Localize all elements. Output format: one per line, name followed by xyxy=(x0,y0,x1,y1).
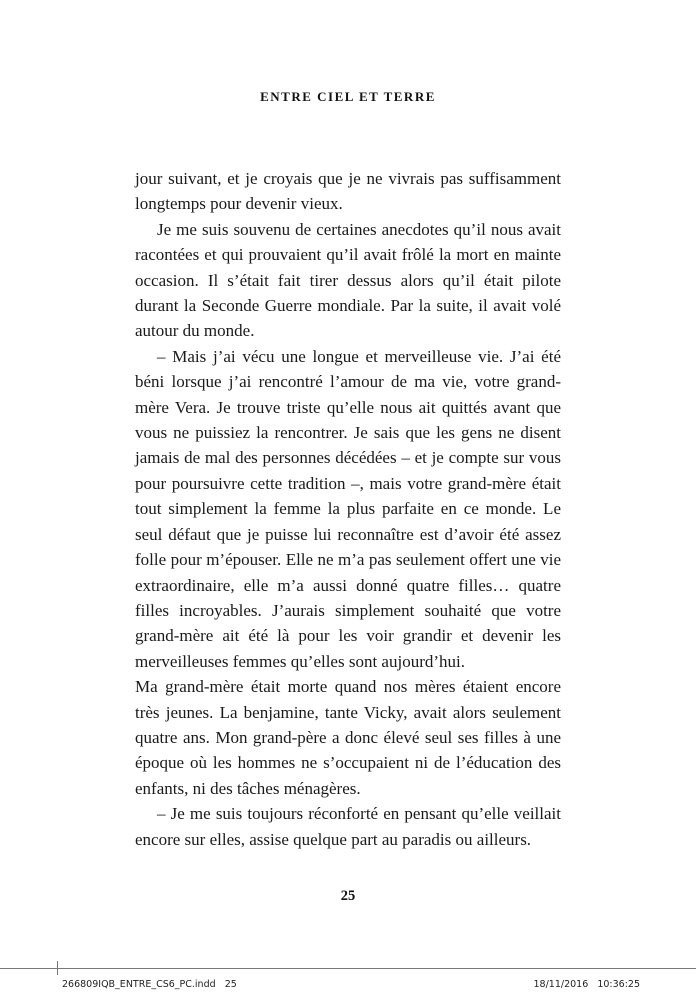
page-number: 25 xyxy=(340,888,356,904)
body-paragraph: Ma grand-mère était morte quand nos mères étaient encore très jeunes. La benjamine, tante Vicky, avait alors seulement quatre ans. Mon grand-père a donc élevé seul ses filles à une époque où les hommes ne s’occupaient ni de l’éducation des enfants, ni des tâches ménagères. xyxy=(135,677,561,798)
body-paragraph: Je me suis souvenu de certaines anecdotes qu’il nous avait racontées et qui prouvaient qu’il avait frôlé la mort en mainte occasion. Il s’était fait tirer dessus alors qu’il était pilote durant la Seconde Guerre mondiale. Par la suite, il avait volé autour du monde. xyxy=(135,219,561,341)
body-text-block xyxy=(135,166,561,852)
body-paragraph: – Mais j’ai vécu une longue et merveilleuse vie. J’ai été béni lorsque j’ai rencontré l’amour de ma vie, votre grand-mère Vera. Je trouve triste qu’elle nous ait quittés avant que vous ne puissiez la rencontrer. Je sais que les gens ne disent jamais de mal des personnes décédées – et je compte sur vous pour poursuivre cette tradition –, mais votre grand-mère était tout simplement la femme la plus parfaite en ce monde. Le seul défaut que je puisse lui reconnaître est d’avoir été assez folle pour m’épouser. Elle ne m’a pas seulement offert une vie extraordinaire, elle m’a aussi donné quatre filles… quatre filles incroyables. J’aurais simplement souhaité que votre grand-mère ait été là pour les voir grandir et devenir les merveilleuses femmes qu’elles sont aujourd’hui. xyxy=(135,346,561,671)
slug-line xyxy=(62,979,640,990)
crop-mark xyxy=(57,961,58,975)
print-timestamp: 18/11/2016 10:36:25 xyxy=(533,979,640,990)
footer-rule xyxy=(0,968,696,969)
document-file-name: 266809IQB_ENTRE_CS6_PC.indd 25 xyxy=(62,979,237,990)
body-paragraph: – Je me suis toujours réconforté en pensant qu’elle veillait encore sur elles, assise quelque part au paradis ou ailleurs. xyxy=(135,804,561,849)
running-header: ENTRE CIEL ET TERRE xyxy=(260,89,436,104)
body-paragraph: jour suivant, et je croyais que je ne vivrais pas suffisamment longtemps pour devenir vieux. xyxy=(135,169,561,214)
